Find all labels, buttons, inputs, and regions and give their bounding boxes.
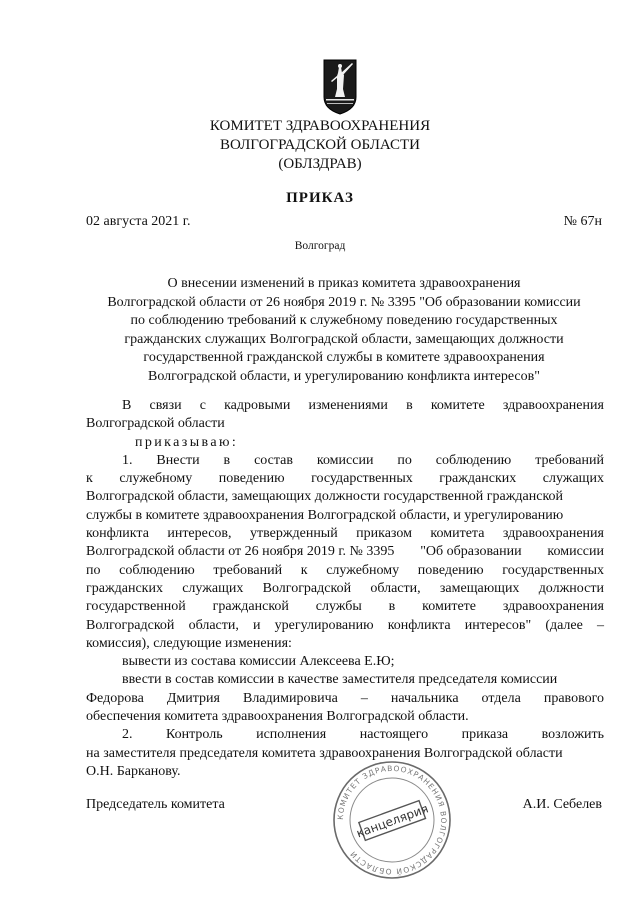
word: урегулированию: [274, 617, 374, 633]
stamp-center-text: канцелярия: [354, 801, 431, 841]
document-date: 02 августа 2021 г.: [86, 214, 191, 229]
word: требований: [213, 562, 283, 578]
word: службы: [315, 599, 362, 615]
word: в: [223, 452, 231, 468]
word: Внести: [156, 452, 200, 468]
word: государственной: [86, 599, 186, 615]
paragraph-1-line: [86, 598, 604, 616]
order-word: приказываю:: [135, 434, 239, 450]
word: правового: [543, 690, 604, 706]
word: состав: [254, 452, 293, 468]
word: Волгоградской: [262, 580, 352, 596]
word: поведению: [417, 562, 484, 578]
document-city: Волгоград: [294, 240, 346, 252]
word: области,: [370, 580, 421, 596]
word: В: [122, 398, 132, 413]
word: гражданских: [439, 471, 517, 487]
word: –: [360, 690, 368, 706]
office-stamp: [330, 758, 454, 882]
word: государственных: [311, 471, 413, 487]
paragraph-2-line: О.Н. Барканову.: [86, 763, 181, 779]
word: и: [253, 617, 261, 633]
subject-line: по соблюдению требований к служебному поведению государственных: [130, 313, 558, 328]
subject-line: Волгоградской области, и урегулированию конфликта интересов": [148, 368, 540, 384]
word: замещающих: [439, 580, 520, 596]
word: 1.: [122, 452, 133, 468]
word: соблюдению: [119, 562, 195, 578]
organization-header: [0, 117, 640, 174]
word: поведению: [218, 471, 285, 487]
word: здравоохранения: [502, 398, 604, 413]
word: гражданской: [212, 599, 289, 615]
word: Волгоградской области от 26 ноября 2019 г. № 3395: [86, 544, 395, 560]
word: к: [86, 471, 93, 487]
paragraph-1-line: [86, 580, 604, 598]
subject-line: О внесении изменений в приказ комитета здравоохранения: [167, 276, 521, 291]
signatory-position: Председатель комитета: [86, 797, 225, 812]
change-item-2-line: [86, 690, 604, 708]
word: Дмитрия: [166, 690, 220, 706]
org-name-line3: (ОБЛЗДРАВ): [278, 156, 362, 172]
word: Владимировича: [242, 690, 338, 706]
paragraph-1-line: [86, 562, 604, 580]
word: с: [199, 398, 206, 413]
word: здравоохранения: [502, 599, 604, 615]
change-item-2-line: ввести в состав комиссии в качестве заместителя председателя комиссии: [122, 672, 558, 688]
paragraph-1-line: [86, 525, 604, 543]
signatory-name: А.И. Себелев: [522, 797, 602, 812]
word: Федорова: [86, 690, 144, 706]
word: исполнения: [256, 727, 327, 743]
word: изменениями: [308, 398, 388, 413]
change-item-2-line: обеспечения комитета здравоохранения Волгоградской области.: [86, 709, 469, 725]
word: Контроль: [165, 727, 223, 743]
word: требований: [535, 452, 604, 468]
word: к: [300, 562, 308, 578]
word: комиссии: [316, 452, 374, 468]
word: служащих: [182, 580, 244, 596]
word: приказом: [356, 526, 412, 542]
word: области,: [188, 617, 239, 633]
word: –: [597, 617, 604, 633]
paragraph-2-line: на заместителя председателя комитета здравоохранения Волгоградской области: [86, 745, 563, 761]
word: служащих: [542, 471, 604, 487]
word: интересов": [464, 617, 532, 633]
stamp-ring-text: КОМИТЕТ ЗДРАВООХРАНЕНИЯ ВОЛГОГРАДСКОЙ ОБЛАСТИ: [335, 763, 449, 877]
word: комиссии: [547, 544, 604, 560]
document-title: ПРИКАЗ: [286, 190, 354, 206]
change-item-1: вывести из состава комиссии Алексеева Е.Ю;: [122, 654, 395, 670]
word: по: [86, 562, 101, 578]
document-body: [86, 397, 604, 781]
word: "Об образовании: [420, 544, 522, 560]
paragraph-1-line: службы в комитете здравоохранения Волгоградской области, и урегулированию: [86, 507, 564, 523]
word: отдела: [481, 690, 521, 706]
word: комитета: [430, 526, 485, 542]
word: здравоохранения: [502, 526, 604, 542]
subject-line: государственной гражданской службы в комитете здравоохранения: [143, 350, 545, 365]
word: по: [397, 452, 412, 468]
paragraph-2-line: [86, 726, 604, 744]
org-name-line1: КОМИТЕТ ЗДРАВООХРАНЕНИЯ: [209, 118, 431, 134]
word: конфликта: [387, 617, 451, 633]
word: конфликта: [86, 526, 149, 542]
word: комитете: [422, 599, 476, 615]
word: должности: [538, 580, 604, 596]
word: (далее: [545, 617, 583, 633]
word: интересов,: [167, 526, 232, 542]
paragraph-1-line: [86, 543, 604, 561]
word: соблюдению: [435, 452, 512, 468]
word: служебному: [326, 562, 400, 578]
subject-line: Волгоградской области от 26 ноября 2019 г. № 3395 "Об образовании комиссии: [107, 294, 581, 310]
word: в: [406, 398, 413, 413]
word: гражданских: [86, 580, 163, 596]
org-name-line2: ВОЛГОГРАДСКОЙ ОБЛАСТИ: [220, 137, 420, 153]
intro-line: [86, 397, 604, 415]
word: начальника: [390, 690, 459, 706]
word: утвержденный: [249, 526, 338, 542]
coat-of-arms-emblem: [323, 59, 357, 115]
paragraph-1-line: комиссия), следующие изменения:: [86, 635, 292, 651]
word: приказа: [461, 727, 509, 743]
paragraph-1-line: [86, 470, 604, 488]
word: служебному: [119, 471, 193, 487]
word: государственных: [502, 562, 604, 578]
document-subject: [84, 275, 604, 386]
word: настоящего: [359, 727, 429, 743]
word: в: [388, 599, 396, 615]
intro-line-end: Волгоградской области: [86, 416, 225, 432]
word: комитете: [430, 398, 485, 413]
document-number: № 67н: [563, 214, 602, 229]
word: возложить: [541, 727, 604, 743]
word: связи: [149, 398, 182, 413]
word: 2.: [122, 727, 133, 743]
paragraph-1-line: [86, 452, 604, 470]
word: кадровыми: [224, 398, 291, 413]
paragraph-1-line: [86, 617, 604, 635]
subject-line: гражданских служащих Волгоградской области, замещающих должности: [124, 331, 564, 347]
paragraph-1-line: Волгоградской области, замещающих должности государственной гражданской: [86, 489, 564, 505]
word: Волгоградской: [86, 617, 175, 633]
